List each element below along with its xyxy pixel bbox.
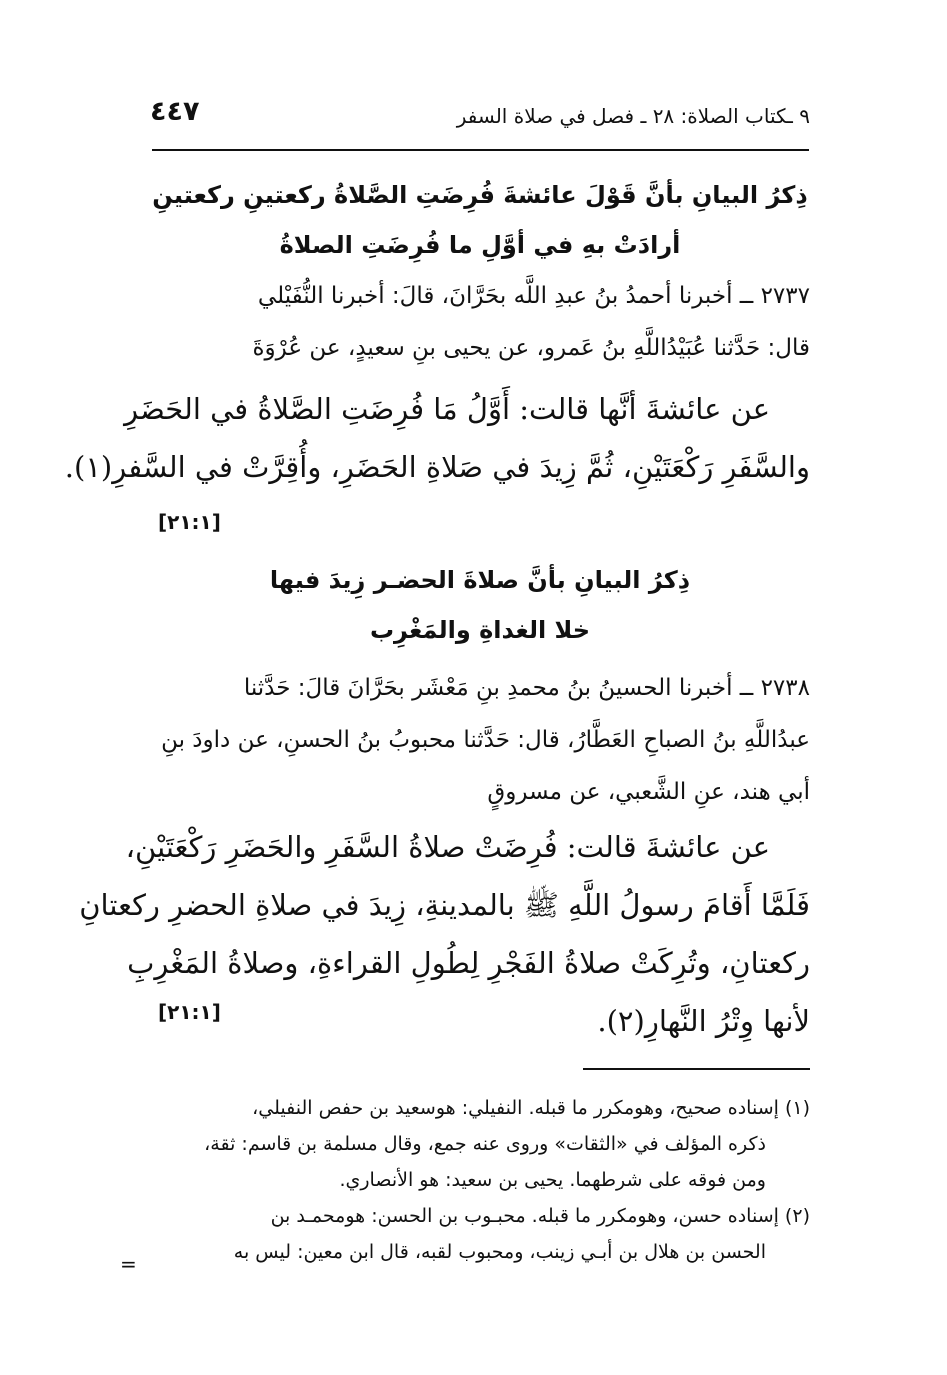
continued-marker: = [120,1252,137,1276]
footnote-1-line: ومن فوقه على شرطهما. يحيى بن سعيد: هو الأنصاري. [339,1169,766,1191]
isnad-line: أبي هند، عنِ الشَّعبي، عن مسروقٍ [487,779,810,805]
matn-2738 [79,818,810,1050]
matn-line: فَلَمَّا أَقامَ رسولُ اللَّهِ ﷺ بالمدينةِ، زِيدَ في صلاةِ الحضرِ ركعتانِ [79,888,810,922]
isnad-line: ٢٧٣٧ ــ أخبرنا أحمدُ بنُ عبدِ اللَّه بحَرَّانَ، قالَ: أخبرنا النُّفَيْلي [257,283,810,309]
footnotes [150,1090,810,1270]
footnote-2-line: الحسن بن هلال بن أبـي زينب، ومحبوب لقبه، قال ابن معين: ليس به [233,1241,766,1263]
footnote-2-line: (٢) إسناده حسن، وهومكرر ما قبله. محبـوب بن الحسن: هومحمـد بن [270,1205,810,1227]
isnad-2737 [150,270,810,374]
isnad-line: ٢٧٣٨ ــ أخبرنا الحسينُ بنُ محمدِ بنِ مَعْشَر بحَرَّانَ قالَ: حَدَّثنا [243,675,810,701]
section-heading-2 [150,555,810,655]
heading-line: خلا الغداةِ والمَغْرِب [369,616,591,644]
page-number: ٤٤٧ [150,96,200,127]
footnote-rule [583,1068,810,1070]
heading-line: أرادَتْ بهِ في أوَّلِ ما فُرِضَتِ الصلاةُ [279,231,681,259]
section-heading-1 [150,170,810,270]
heading-line: ذِكرُ البيانِ بأنَّ قَوْلَ عائشةَ فُرِضَتِ الصَّلاةُ ركعتينِ ركعتينِ [152,181,808,209]
reference-2738: [٢١:١] [158,1000,221,1024]
isnad-line: قال: حَدَّثنا عُبَيْدُاللَّهِ بنُ عَمرو، عن يحيى بنِ سعيدٍ، عن عُرْوَةَ [252,335,810,361]
matn-line: عن عائشةَ قالت: فُرِضَتْ صلاةُ السَّفَرِ والحَضَرِ رَكْعَتَيْنِ، [125,830,770,864]
matn-line: عن عائشةَ أنَّها قالت: أَوَّلُ مَا فُرِضَتِ الصَّلاةُ في الحَضَرِ [124,392,770,426]
matn-line: ركعتانِ، وتُرِكَتْ صلاةُ الفَجْرِ لِطُولِ القراءةِ، وصلاةُ المَغْرِبِ [127,946,810,980]
running-header [150,96,810,136]
matn-line: لأنها وِتْرُ النَّهارِ(٢). [597,1004,810,1038]
footnote-1-line: ذكره المؤلف في «الثقات» وروى عنه جمع، وقال مسلمة بن قاسم: ثقة، [204,1133,766,1155]
matn-2737 [64,380,810,496]
chapter-title: ٩ ـكتاب الصلاة: ٢٨ ـ فصل في صلاة السفر [456,104,810,128]
matn-line: والسَّفَرِ رَكْعَتَيْنِ، ثُمَّ زِيدَ في صَلاةِ الحَضَرِ، وأُقِرَّتْ في السَّفرِ(١). [64,450,810,484]
reference-2737: [٢١:١] [158,510,221,534]
header-rule [152,149,809,151]
isnad-2738 [150,662,810,818]
isnad-line: عبدُاللَّهِ بنُ الصباحِ العَطَّارُ، قال: حَدَّثنا محبوبُ بنُ الحسنِ، عن داودَ بنِ [161,727,810,753]
heading-line: ذِكرُ البيانِ بأنَّ صلاةَ الحضـر زِيدَ فيها [269,566,691,594]
footnote-1-line: (١) إسناده صحيح، وهومكرر ما قبله. النفيلي: هوسعيد بن حفص النفيلي، [252,1097,810,1119]
